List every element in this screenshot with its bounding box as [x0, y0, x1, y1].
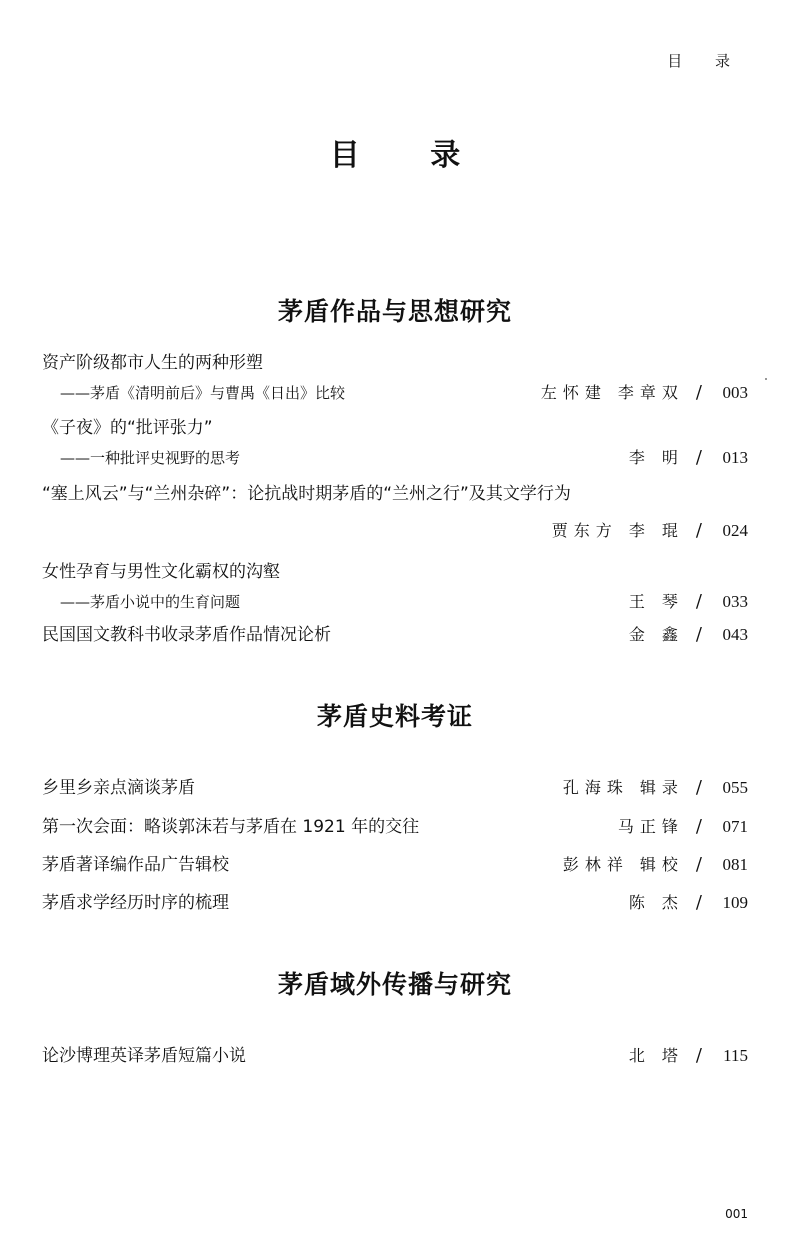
entry-author: 马正锋 [617, 817, 684, 836]
separator-slash: / [695, 591, 702, 612]
toc-entry[interactable] [42, 1041, 748, 1071]
separator-slash: / [695, 1045, 702, 1066]
entry-page-number: 024 [722, 521, 748, 540]
toc-entry[interactable] [42, 888, 748, 918]
page-number: 001 [725, 1207, 748, 1221]
entry-page-number: 081 [722, 855, 748, 874]
section-title-works-and-thought: 茅盾作品与思想研究 [277, 297, 512, 326]
entry-page-number: 033 [722, 592, 748, 611]
entry-page-number: 003 [722, 383, 748, 402]
entry-title: 《子夜》的“批评张力” [42, 418, 213, 438]
entry-title: 乡里乡亲点滴谈茅盾 [42, 778, 195, 798]
separator-slash: / [695, 777, 702, 798]
entry-title: 茅盾求学经历时序的梳理 [42, 893, 229, 913]
toc-entry[interactable] [42, 479, 748, 546]
entry-title: 民国国文教科书收录茅盾作品情况论析 [42, 625, 331, 645]
toc-entry[interactable] [42, 413, 748, 473]
entry-title: 女性孕育与男性文化霸权的沟壑 [42, 562, 280, 582]
entry-author: 孔海珠 辑录 [562, 778, 684, 797]
scan-speck [765, 378, 767, 380]
entry-title: 资产阶级都市人生的两种形塑 [42, 353, 263, 373]
entry-page-number: 043 [722, 625, 748, 644]
entry-page-number: 071 [722, 817, 748, 836]
entry-page-number: 109 [722, 893, 748, 912]
entry-page-number: 115 [723, 1046, 748, 1065]
toc-entry[interactable] [42, 850, 748, 880]
entry-author: 贾东方 李 琨 [551, 521, 684, 540]
page-title: 目 录 [329, 138, 491, 173]
separator-slash: / [695, 382, 702, 403]
entry-page-number: 013 [722, 448, 748, 467]
entry-author: 李 明 [628, 448, 684, 467]
entry-author: 金 鑫 [628, 625, 684, 644]
entry-title: 第一次会面：略谈郭沫若与茅盾在 1921 年的交往 [42, 817, 420, 837]
entry-author: 彭林祥 辑校 [562, 855, 684, 874]
separator-slash: / [695, 816, 702, 837]
entry-subtitle: ——一种批评史视野的思考 [60, 449, 241, 467]
toc-entry[interactable] [42, 620, 748, 650]
toc-entry[interactable] [42, 557, 748, 617]
entry-title: 论沙博理英译茅盾短篇小说 [42, 1046, 246, 1066]
entry-author: 陈 杰 [628, 893, 684, 912]
entry-title: “塞上风云”与“兰州杂碎”：论抗战时期茅盾的“兰州之行”及其文学行为 [42, 484, 571, 504]
running-head: 目 录 [667, 52, 744, 70]
entry-author: 北 塔 [628, 1046, 684, 1065]
separator-slash: / [695, 624, 702, 645]
section-title-historical-materials: 茅盾史料考证 [316, 702, 473, 731]
separator-slash: / [695, 854, 702, 875]
separator-slash: / [695, 892, 702, 913]
entry-author: 王 琴 [628, 592, 684, 611]
entry-subtitle: ——茅盾《清明前后》与曹禺《日出》比较 [60, 384, 346, 402]
separator-slash: / [695, 447, 702, 468]
separator-slash: / [695, 520, 702, 541]
toc-entry[interactable] [42, 773, 748, 803]
entry-page-number: 055 [722, 778, 748, 797]
entry-author: 左怀建 李章双 [540, 383, 684, 402]
entry-subtitle: ——茅盾小说中的生育问题 [60, 593, 241, 611]
toc-entry[interactable] [42, 348, 748, 408]
entry-title: 茅盾著译编作品广告辑校 [42, 855, 229, 875]
toc-entry[interactable] [42, 812, 748, 842]
section-title-overseas-dissemination: 茅盾域外传播与研究 [277, 970, 512, 999]
